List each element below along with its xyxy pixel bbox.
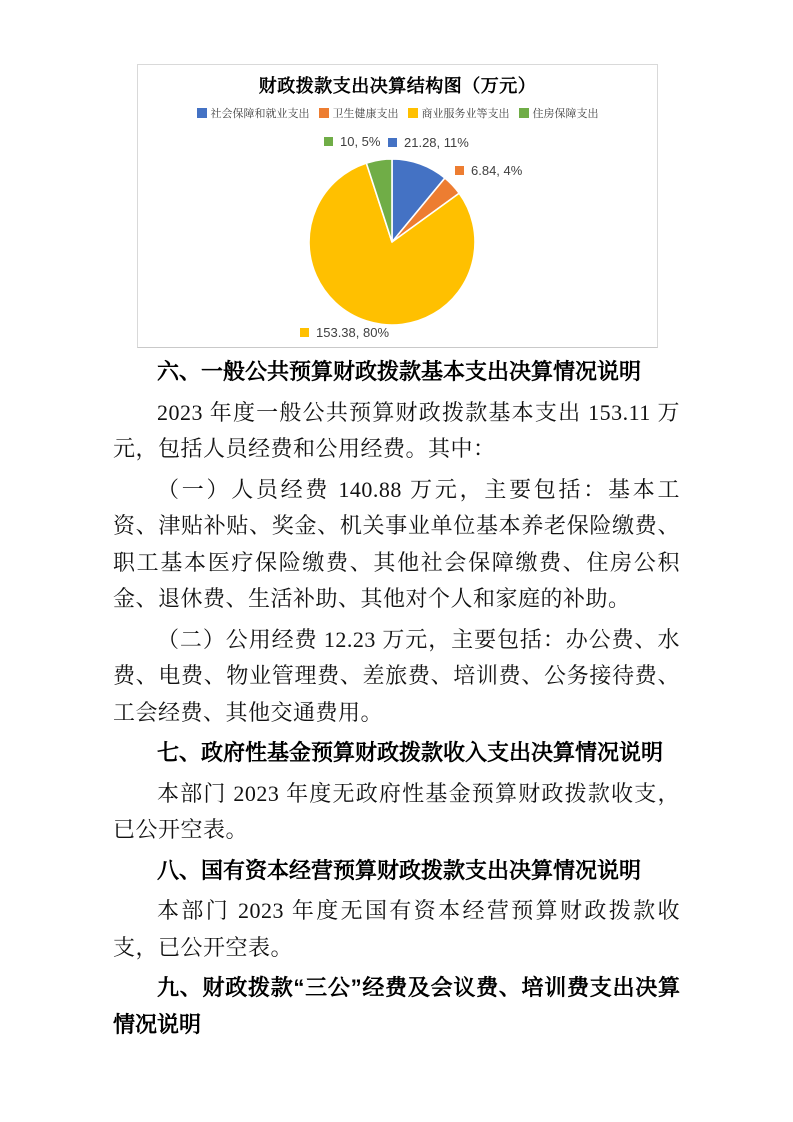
label-marker-icon bbox=[300, 328, 309, 337]
legend-label: 社会保障和就业支出 bbox=[210, 108, 310, 120]
paragraph: （一）人员经费 140.88 万元，主要包括：基本工资、津贴补贴、奖金、机关事业单位基本养老保险缴费、职工基本医疗保险缴费、其他社会保障缴费、住房公积金、退休费、生活补助、其他对个人和家庭的补助。 bbox=[113, 476, 680, 611]
legend-swatch-icon bbox=[408, 108, 418, 118]
paragraph: 本部门 2023 年度无政府性基金预算财政拨款收支，已公开空表。 bbox=[113, 780, 680, 842]
legend-label: 商业服务业等支出 bbox=[421, 108, 510, 120]
label-marker-icon bbox=[455, 166, 464, 175]
paragraph: 本部门 2023 年度无国有资本经营预算财政拨款收支，已公开空表。 bbox=[113, 898, 680, 960]
legend-swatch-icon bbox=[197, 108, 207, 118]
data-label-text: 153.38, 80% bbox=[316, 325, 390, 340]
section-heading-7: 七、政府性基金预算财政拨款收入支出决算情况说明 bbox=[157, 740, 664, 765]
section-heading-6: 六、一般公共预算财政拨款基本支出决算情况说明 bbox=[157, 359, 642, 384]
legend-label: 住房保障支出 bbox=[532, 108, 599, 120]
data-label-health bbox=[455, 163, 522, 178]
data-label-text: 6.84, 4% bbox=[471, 163, 523, 178]
legend-item-health bbox=[319, 105, 399, 121]
data-label-text: 21.28, 11% bbox=[404, 135, 469, 150]
data-label-housing bbox=[324, 134, 380, 149]
section-heading-9: 九、财政拨款“三公”经费及会议费、培训费支出决算情况说明 bbox=[113, 975, 680, 1037]
pie-svg bbox=[307, 157, 477, 327]
legend-item-social-security bbox=[197, 105, 310, 121]
paragraph: 2023 年度一般公共预算财政拨款基本支出 153.11 万元，包括人员经费和公用经费。其中： bbox=[113, 399, 680, 461]
data-label-social-security bbox=[388, 135, 469, 150]
legend-swatch-icon bbox=[319, 108, 329, 118]
chart-legend bbox=[138, 105, 657, 121]
pie-chart-frame bbox=[137, 64, 658, 348]
legend-label: 卫生健康支出 bbox=[332, 108, 399, 120]
label-marker-icon bbox=[324, 137, 333, 146]
paragraph: （二）公用经费 12.23 万元，主要包括：办公费、水费、电费、物业管理费、差旅费、培训费、公务接待费、工会经费、其他交通费用。 bbox=[113, 626, 680, 725]
document-body bbox=[113, 354, 680, 1043]
section-heading-8: 八、国有资本经营预算财政拨款支出决算情况说明 bbox=[157, 857, 642, 883]
chart-title: 财政拨款支出决算结构图（万元） bbox=[258, 76, 537, 96]
legend-item-housing bbox=[519, 105, 599, 121]
label-marker-icon bbox=[388, 138, 397, 147]
pie-chart bbox=[307, 157, 477, 327]
data-label-text: 10, 5% bbox=[340, 134, 381, 149]
legend-swatch-icon bbox=[519, 108, 529, 118]
legend-item-commerce bbox=[408, 105, 510, 121]
data-label-commerce bbox=[300, 325, 389, 340]
